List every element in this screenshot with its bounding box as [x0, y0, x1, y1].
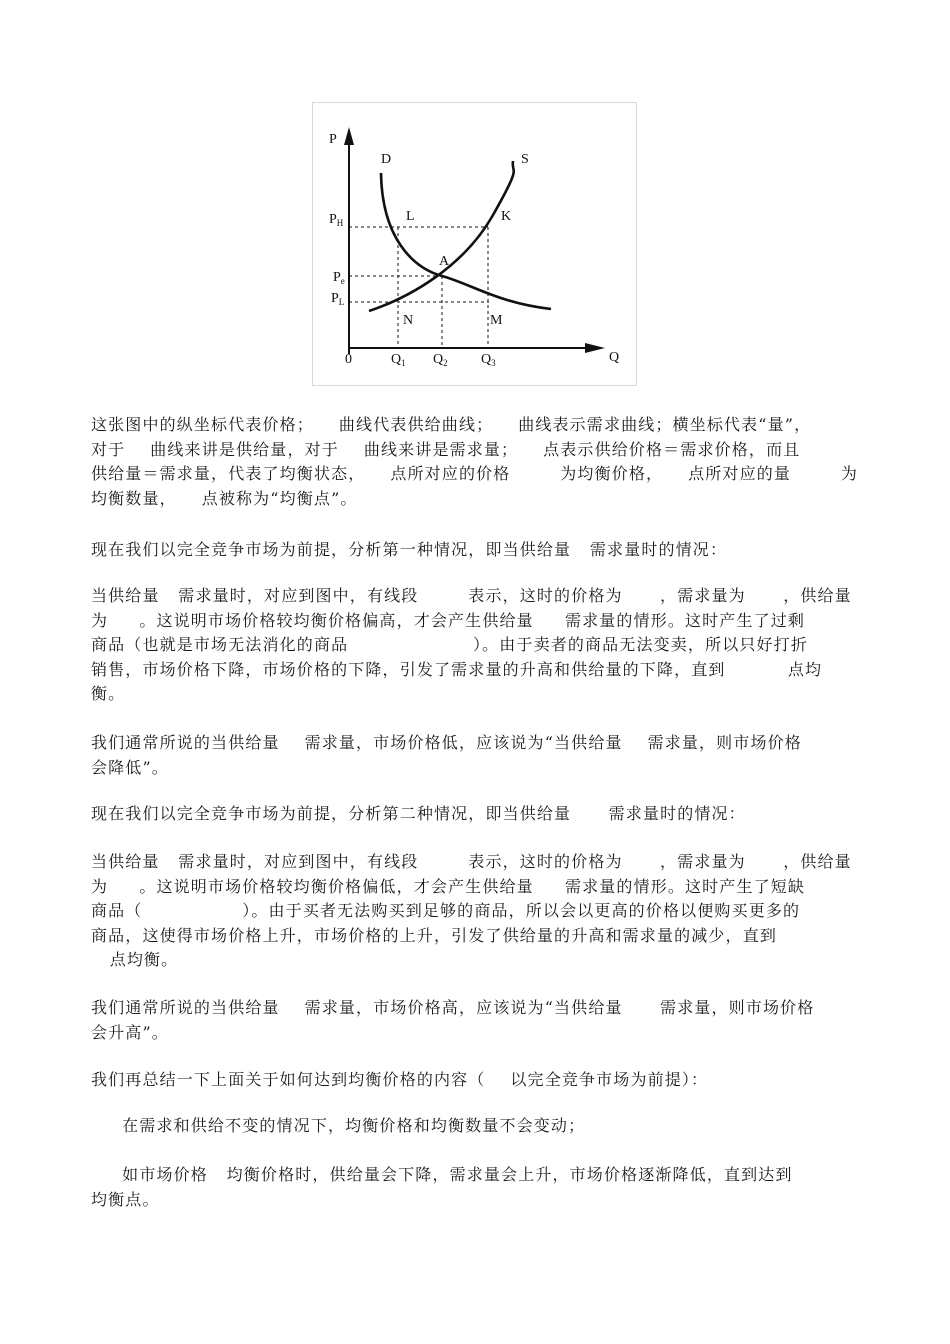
text-line: 为 。这说明市场价格较均衡价格偏高，才会产生供给量 需求量的情形。这时产生了过剩: [91, 610, 806, 630]
text-line: 均衡点。: [91, 1189, 160, 1209]
point-a-label: A: [439, 254, 450, 269]
para-case-one-summary: [91, 731, 861, 780]
p-axis-label: P: [329, 132, 337, 147]
q3-tick-label: [481, 352, 496, 368]
text-line: 我们通常所说的当供给量 需求量，市场价格高，应该说为“当供给量 需求量，则市场价格: [91, 998, 815, 1017]
q3-main: Q: [481, 352, 492, 367]
text-line: 对于 曲线来讲是供给量，对于 曲线来讲是需求量； 点表示供给价格＝需求价格，而且: [91, 439, 801, 459]
text-line: 供给量＝需求量，代表了均衡状态， 点所对应的价格 为均衡价格， 点所对应的量 为: [91, 464, 859, 483]
text-line: 现在我们以完全竞争市场为前提，分析第一种情况，即当供给量 需求量时的情况：: [91, 540, 728, 559]
supply-demand-diagram: [313, 103, 638, 387]
text-line: 当供给量 需求量时，对应到图中，有线段 表示，这时的价格为 ，需求量为 ，供给量: [91, 852, 852, 871]
text-line: 为 。这说明市场价格较均衡价格偏低，才会产生供给量 需求量的情形。这时产生了短缺: [91, 876, 806, 896]
pl-sub: L: [338, 297, 345, 307]
q-axis-label: Q: [609, 350, 620, 365]
point-l-label: L: [406, 209, 415, 224]
origin-label: 0: [345, 352, 352, 367]
para-case-two-detail: [91, 850, 861, 973]
para-conclusion-intro: [91, 1068, 861, 1093]
text-line: 销售，市场价格下降，市场价格的下降，引发了需求量的升高和供给量的下降，直到 点均: [91, 659, 823, 679]
supply-demand-figure: [312, 102, 637, 386]
pl-tick-label: [331, 291, 344, 307]
para-case-two-summary: [91, 996, 861, 1045]
text-line: 如市场价格 均衡价格时，供给量会下降，需求量会上升，市场价格逐渐降低，直到达到: [91, 1165, 793, 1184]
q2-tick-label: [433, 352, 448, 368]
q2-sub: 2: [443, 358, 448, 368]
demand-label: D: [381, 152, 392, 167]
text-line: 这张图中的纵坐标代表价格； 曲线代表供给曲线； 曲线表示需求曲线；横坐标代表“量”，: [91, 415, 812, 434]
text-line: 当供给量 需求量时，对应到图中，有线段 表示，这时的价格为 ，需求量为 ，供给量: [91, 586, 852, 605]
para-definitions: [91, 413, 861, 511]
supply-curve: [369, 161, 514, 311]
point-k-label: K: [501, 209, 512, 224]
para-case-one-detail: [91, 584, 861, 707]
text-line: 点均衡。: [91, 950, 179, 969]
text-line: 衡。: [91, 684, 126, 703]
text-line: 均衡数量， 点被称为“均衡点”。: [91, 488, 358, 508]
supply-label: S: [521, 152, 529, 167]
demand-curve: [381, 173, 551, 309]
text-line: 商品（也就是市场无法消化的商品 ）。由于卖者的商品无法变卖，所以只好打折: [91, 635, 808, 654]
q1-main: Q: [391, 352, 402, 367]
text-line: 现在我们以完全竞争市场为前提，分析第二种情况，即当供给量 需求量时的情况：: [91, 804, 746, 823]
text-line: 在需求和供给不变的情况下，均衡价格和均衡数量不会变动；: [91, 1116, 586, 1135]
point-n-label: N: [403, 313, 414, 328]
para-conclusion-point-one: [91, 1114, 861, 1139]
text-line: 商品（ ）。由于买者无法购买到足够的商品，所以会以更高的价格以便购买更多的: [91, 901, 801, 920]
text-line: 我们再总结一下上面关于如何达到均衡价格的内容（ 以完全竞争市场为前提）：: [91, 1070, 709, 1089]
pe-main: P: [333, 270, 341, 285]
pe-sub: e: [340, 276, 345, 286]
text-line: 会升高”。: [91, 1022, 169, 1042]
ph-tick-label: [329, 212, 344, 228]
q-axis-arrow: [585, 343, 605, 353]
para-case-one-intro: [91, 538, 861, 563]
p-axis-arrow: [344, 127, 354, 145]
pl-main: P: [331, 291, 339, 306]
para-conclusion-point-two: [91, 1163, 861, 1212]
q3-sub: 3: [491, 358, 496, 368]
ph-sub: H: [336, 218, 344, 228]
ph-main: P: [329, 212, 337, 227]
q1-tick-label: [391, 352, 406, 368]
point-m-label: M: [490, 313, 503, 328]
pe-tick-label: [333, 270, 345, 286]
para-case-two-intro: [91, 802, 861, 827]
text-line: 会降低”。: [91, 757, 169, 777]
q2-main: Q: [433, 352, 444, 367]
q1-sub: 1: [401, 358, 406, 368]
text-line: 商品，这使得市场价格上升，市场价格的上升，引发了供给量的升高和需求量的减少，直到: [91, 925, 778, 945]
text-line: 我们通常所说的当供给量 需求量，市场价格低，应该说为“当供给量 需求量，则市场价格: [91, 733, 802, 752]
